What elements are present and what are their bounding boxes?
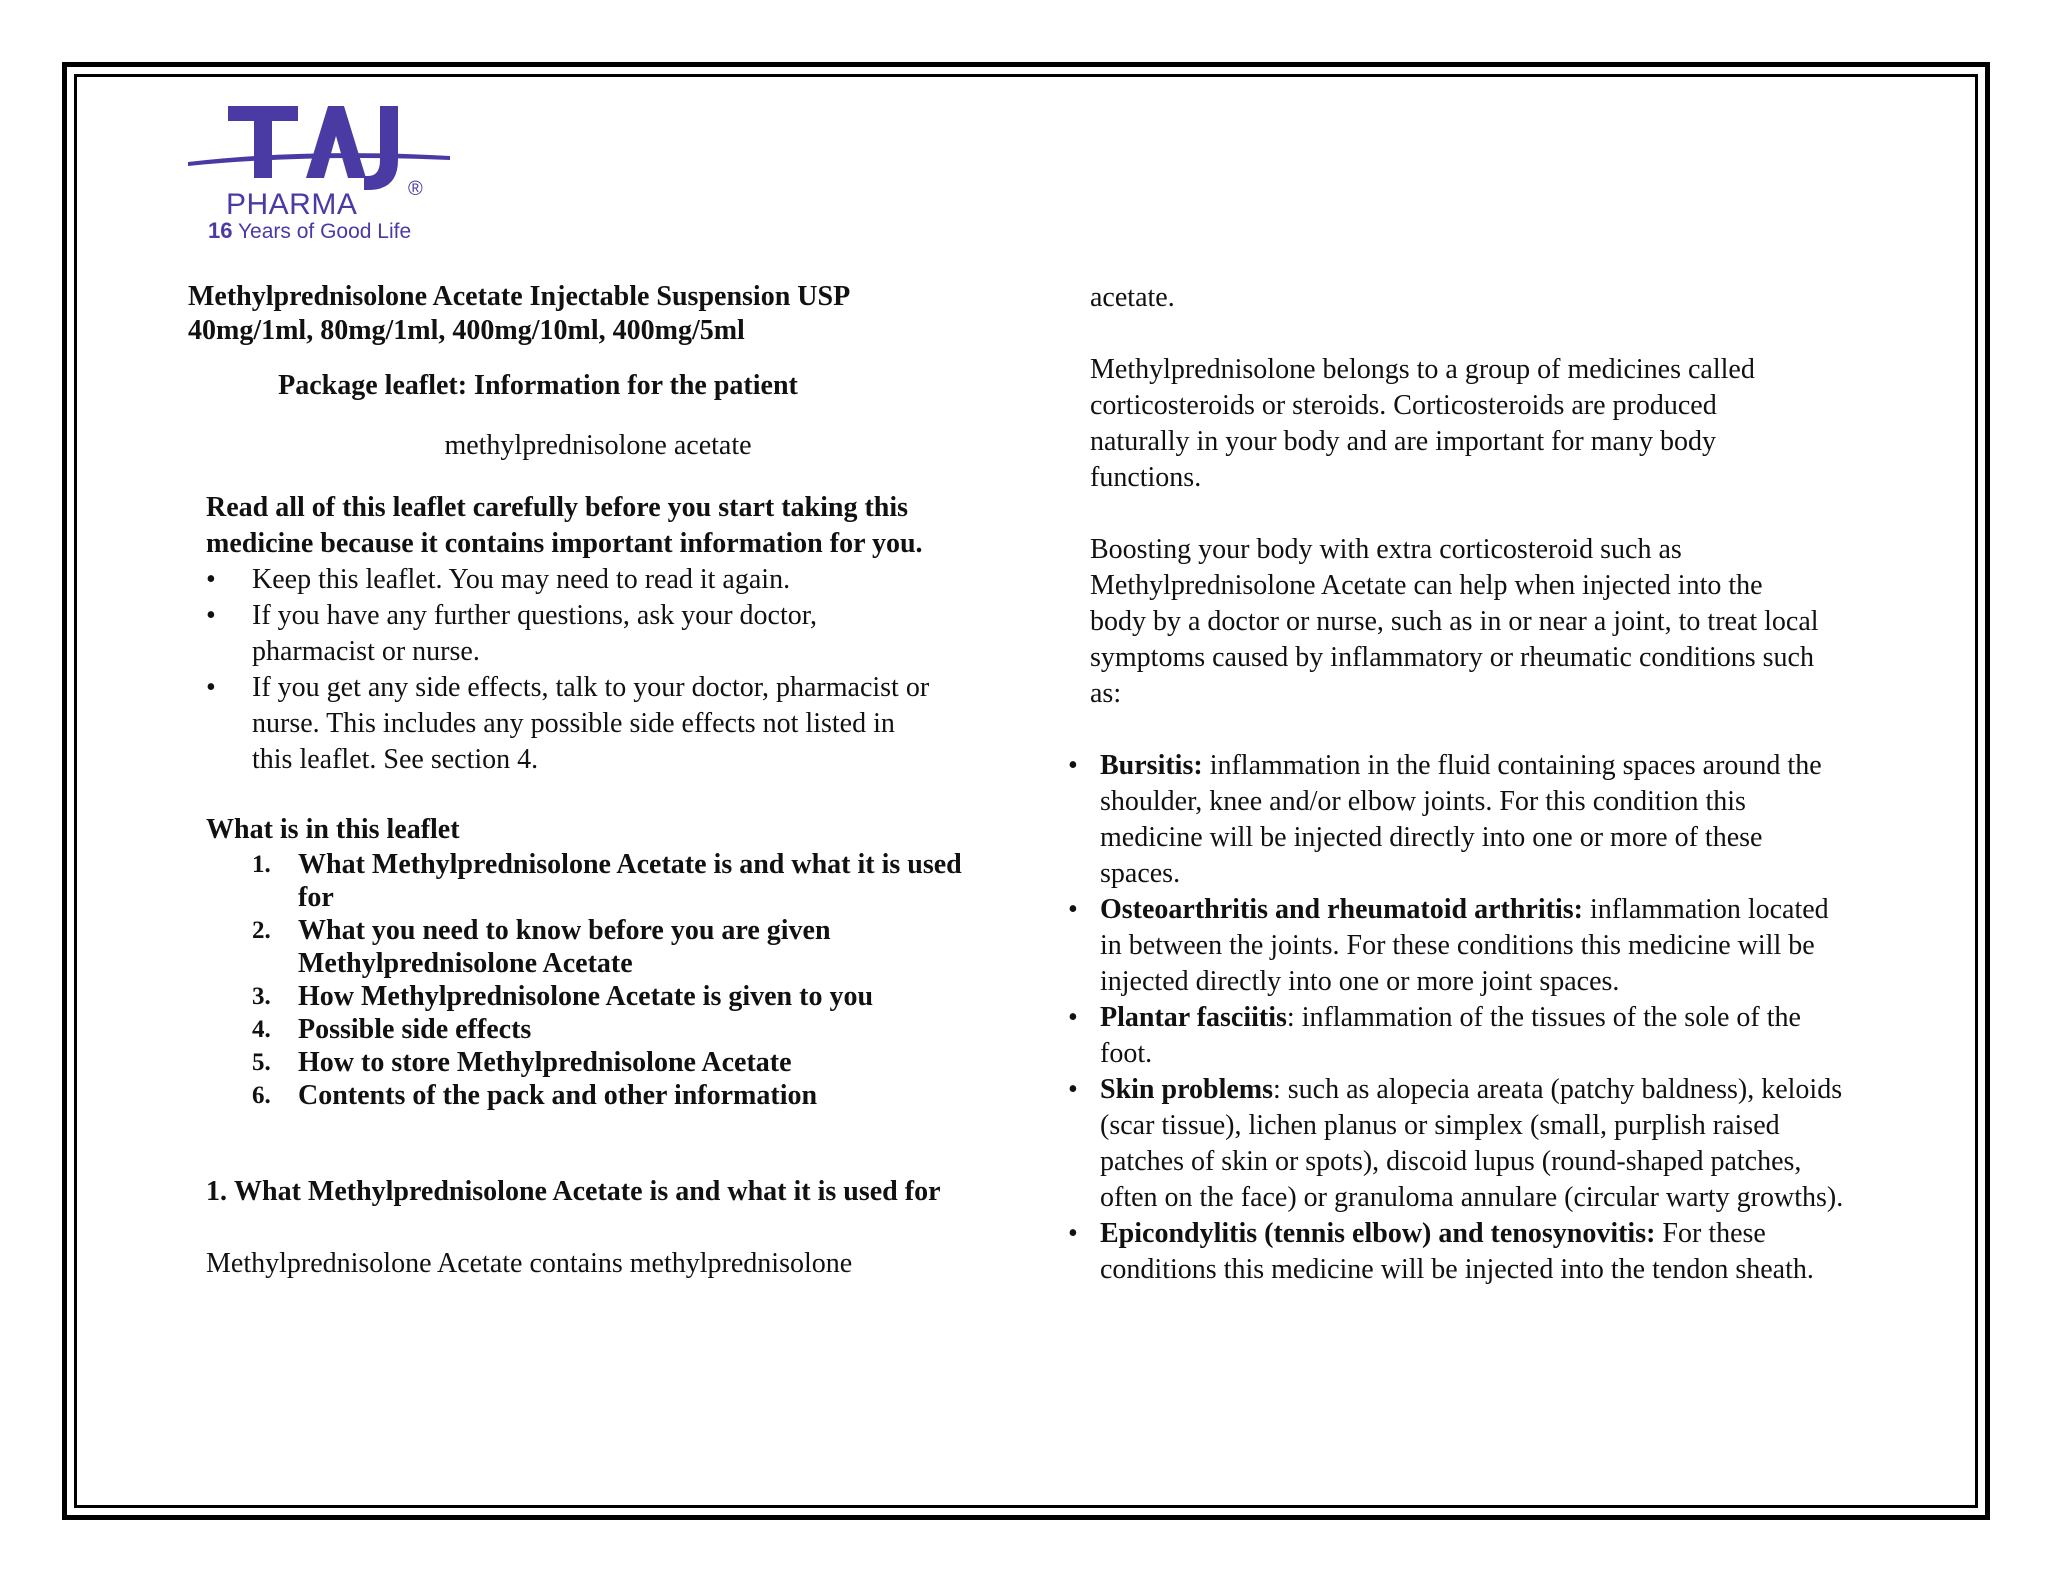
taj-pharma-logo [188, 98, 468, 248]
left-column [188, 280, 988, 1282]
toc-item: 3. How Methylprednisolone Acetate is given to you [252, 981, 874, 1012]
leaflet-heading: Package leaflet: Information for the patient [278, 370, 798, 401]
logo-tagline [208, 218, 411, 244]
list-item: • Epicondylitis (tennis elbow) and tenosynovitis: For these conditions this medicine will be injected into the tendon sheath. [1068, 1216, 1848, 1288]
taj-logo-mark [188, 98, 468, 198]
section-1-heading: 1. What Methylprednisolone Acetate is and what it is used for [206, 1176, 941, 1207]
list-item: • If you get any side effects, talk to your doctor, pharmacist or nurse. This includes any possible side effects not listed in this leaflet. See section 4. [206, 670, 936, 778]
section-1-text: Methylprednisolone Acetate contains methylprednisolone [206, 1248, 853, 1279]
read-notice-block [206, 490, 988, 778]
toc-block [206, 812, 988, 1112]
product-strengths: 40mg/1ml, 80mg/1ml, 400mg/10ml, 400mg/5ml [188, 315, 745, 346]
tagline-text: Years of Good Life [237, 220, 412, 243]
list-item: • Bursitis: inflammation in the fluid containing spaces around the shoulder, knee and/or elbow joints. For this condition this medicine will be injected directly into one or more of these spaces. [1068, 748, 1848, 892]
product-title [188, 280, 988, 348]
toc-item: 2. What you need to know before you are given Methylprednisolone Acetate [252, 915, 831, 979]
toc-item: 1. What Methylprednisolone Acetate is and what it is used for [252, 849, 962, 913]
section-1 [206, 1174, 988, 1282]
advice-list [206, 562, 936, 778]
list-item: • Osteoarthritis and rheumatoid arthritis: inflammation located in between the joints. For these conditions this medicine will be injected directly into one or more joint spaces. [1068, 892, 1848, 1000]
toc-item: 5. How to store Methylprednisolone Acetate [252, 1047, 792, 1078]
logo-pharma-text: PHARMA [226, 188, 358, 221]
list-item: • Skin problems: such as alopecia areata (patchy baldness), keloids (scar tissue), lichen planus or simplex (small, purplish raised patches of skin or spots), discoid lupus (round-shaped patches, often on the face) or granuloma annulare (circular warty growths). [1068, 1072, 1848, 1216]
list-item: • Keep this leaflet. You may need to read it again. [206, 562, 936, 598]
list-item: • If you have any further questions, ask your doctor, pharmacist or nurse. [206, 598, 936, 670]
product-title-line1: Methylprednisolone Acetate Injectable Suspension USP [188, 281, 851, 312]
tagline-number: 16 [208, 218, 233, 243]
paragraph-boosting: Boosting your body with extra corticosteroid such as Methylprednisolone Acetate can help when injected into the body by a doctor or nurse, such as in or near a joint, to treat local symptoms caused by inflammatory or rheumatic conditions such as: [1090, 534, 1819, 709]
read-notice: Read all of this leaflet carefully before you start taking this medicine because it contains important information for you. [206, 492, 923, 559]
list-item: • Plantar fasciitis: inflammation of the tissues of the sole of the foot. [1068, 1000, 1848, 1072]
toc-list [252, 848, 972, 1112]
paragraph-corticosteroids: Methylprednisolone belongs to a group of medicines called corticosteroids or steroids. Corticosteroids are produced naturally in your body and are important for many body functions. [1090, 354, 1755, 493]
toc-item: 4. Possible side effects [252, 1014, 532, 1045]
right-column [1090, 280, 1850, 1288]
continuation-text: acetate. [1090, 282, 1175, 313]
generic-name: methylprednisolone acetate [444, 430, 752, 461]
toc-item: 6. Contents of the pack and other information [252, 1080, 818, 1111]
registered-mark: ® [408, 178, 423, 200]
conditions-list [1068, 748, 1848, 1288]
toc-heading: What is in this leaflet [206, 814, 460, 845]
